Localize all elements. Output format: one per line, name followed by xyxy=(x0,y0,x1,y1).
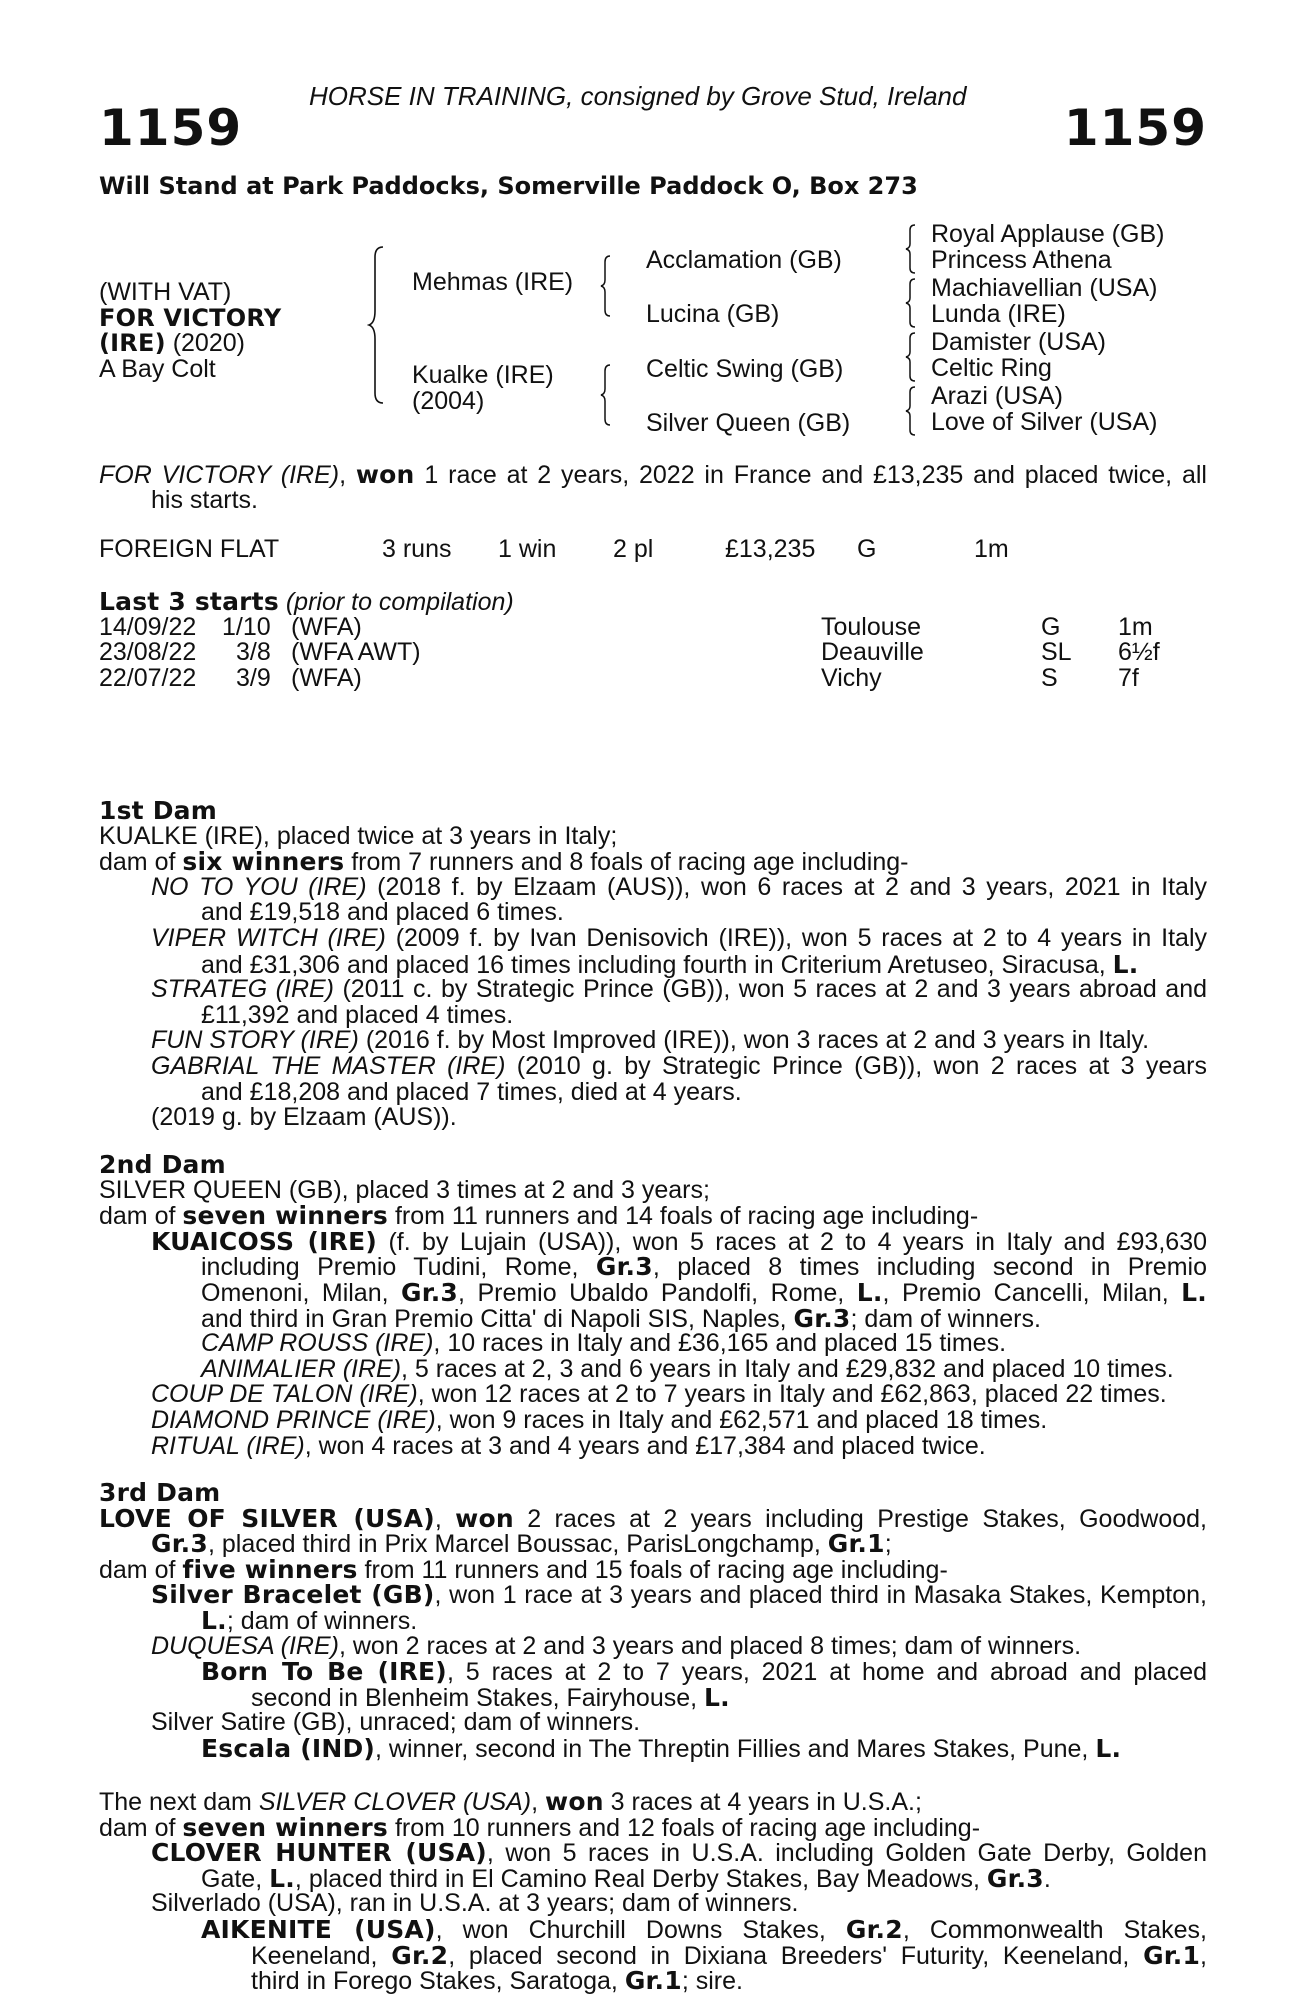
brace-2 xyxy=(904,277,918,329)
dam-dam: Silver Queen (GB) xyxy=(646,409,851,437)
brace-3 xyxy=(904,331,918,383)
first-dam-title: 1st Dam xyxy=(99,796,218,825)
record-placed: 2 pl xyxy=(613,535,654,563)
ggs-2: Machiavellian (USA) xyxy=(931,274,1158,302)
dam: Kualke (IRE) xyxy=(412,361,554,389)
racing-record xyxy=(99,537,1207,563)
sire-dam: Lucina (GB) xyxy=(646,300,780,328)
dam-brace xyxy=(599,363,613,427)
ggd-2: Lunda (IRE) xyxy=(931,300,1066,328)
record-wins: 1 win xyxy=(498,535,557,563)
start-row: 23/08/22 3/8 (WFA AWT) Deauville SL 6½f xyxy=(99,638,1160,667)
horse-description: A Bay Colt xyxy=(99,355,216,383)
record-going: G xyxy=(857,535,877,563)
next-dam-section: The next dam SILVER CLOVER (USA), won 3 races at 4 years in U.S.A.; dam of seven winners from 10 runners and 12 foals of racing age including- CLOVER HUNTER (USA), won 5 races in U.S.A. including Golden Gate Derby, Golden Gate, L., placed third in El Camino Real Derby Stakes, Bay Meadows, Gr.3. Silverlado (USA), ran in U.S.A. at 3 years; dam of winners. AIKENITE (USA), won Churchill Downs Stakes, Gr.2, Commonwealth Stakes, Keeneland, Gr.2, placed second in Dixiana Breeders' Futurity, Keeneland, Gr.1, third in Forego Stakes, Saratoga, Gr.1; sire. xyxy=(99,1787,1207,1996)
second-dam-title: 2nd Dam xyxy=(99,1150,226,1179)
sire: Mehmas (IRE) xyxy=(412,268,574,296)
record-runs: 3 runs xyxy=(382,535,452,563)
ggd-1: Princess Athena xyxy=(931,246,1112,274)
brace-4 xyxy=(904,385,918,437)
lot-number-right: 1159 xyxy=(1063,99,1207,157)
sire-brace xyxy=(599,254,613,318)
brace-1 xyxy=(904,223,918,275)
last-starts-title: Last 3 starts (prior to compilation) xyxy=(99,587,514,616)
record-distance: 1m xyxy=(974,535,1009,563)
horse-country-year: (IRE) (2020) xyxy=(99,329,245,357)
dam-sire: Celtic Swing (GB) xyxy=(646,355,844,383)
race-summary: FOR VICTORY (IRE), won 1 race at 2 years, 2022 in France and £13,235 and placed twice, all his starts. xyxy=(99,460,1207,514)
record-earnings: £13,235 xyxy=(725,535,816,563)
vat-note: (WITH VAT) xyxy=(99,278,232,306)
ggs-1: Royal Applause (GB) xyxy=(931,220,1165,248)
horse-name: FOR VICTORY xyxy=(99,304,282,332)
record-label: FOREIGN FLAT xyxy=(99,535,280,563)
start-row: 14/09/22 1/10 (WFA) Toulouse G 1m xyxy=(99,612,1153,641)
third-dam-section: 3rd Dam LOVE OF SILVER (USA), won 2 races at 2 years including Prestige Stakes, Goodwood, Gr.3, placed third in Prix Marcel Boussac, ParisLongchamp, Gr.1; dam of five winners from 11 runners and 15 foals of racing age including- Silver Bracelet (GB), won 1 race at 3 years and placed third in Masaka Stakes, Kempton, L.; dam of winners. DUQUESA (IRE), won 2 races at 2 and 3 years and placed 8 times; dam of winners. Born To Be (IRE), 5 races at 2 to 7 years, 2021 at home and abroad and placed second in Blenheim Stakes, Fairyhouse, L. Silver Satire (GB), unraced; dam of winners. Escala (IND), winner, second in The Threptin Fillies and Mares Stakes, Pune, L. xyxy=(99,1478,1208,1763)
second-dam-section: 2nd Dam SILVER QUEEN (GB), placed 3 times at 2 and 3 years; dam of seven winners from 11 runners and 14 foals of racing age including- KUAICOSS (IRE) (f. by Lujain (USA)), won 5 races at 2 to 4 years in Italy and £93,630 including Premio Tudini, Rome, Gr.3, placed 8 times including second in Premio Omenoni, Milan, Gr.3, Premio Ubaldo Pandolfi, Rome, L., Premio Cancelli, Milan, L. and third in Gran Premio Citta' di Napoli SIS, Naples, Gr.3; dam of winners. CAMP ROUSS (IRE), 10 races in Italy and £36,165 and placed 15 times. ANIMALIER (IRE), 5 races at 2, 3 and 6 years in Italy and £29,832 and placed 10 times. COUP DE TALON (IRE), won 12 races at 2 to 7 years in Italy and £62,863, placed 22 times. DIAMOND PRINCE (IRE), won 9 races in Italy and £62,571 and placed 18 times. RITUAL (IRE), won 4 races at 3 and 4 years and £17,384 and placed twice. xyxy=(99,1150,1207,1460)
consignment-header: HORSE IN TRAINING, consigned by Grove Stud, Ireland xyxy=(309,81,967,111)
ggd-3: Celtic Ring xyxy=(931,354,1052,382)
stand-location: Will Stand at Park Paddocks, Somerville Paddock O, Box 273 xyxy=(99,172,918,200)
ggs-4: Arazi (USA) xyxy=(931,382,1063,410)
dam-year: (2004) xyxy=(412,387,485,415)
pedigree-brace xyxy=(367,245,387,405)
ggs-3: Damister (USA) xyxy=(931,328,1107,356)
first-dam-section: 1st Dam KUALKE (IRE), placed twice at 3 years in Italy; dam of six winners from 7 runners and 8 foals of racing age including- NO TO YOU (IRE) (2018 f. by Elzaam (AUS)), won 6 races at 2 and 3 years, 2021 in Italy and £19,518 and placed 6 times. VIPER WITCH (IRE) (2009 f. by Ivan Denisovich (IRE)), won 5 races at 2 to 4 years in Italy and £31,306 and placed 16 times including fourth in Criterium Aretuseo, Siracusa, L. STRATEG (IRE) (2011 c. by Strategic Prince (GB)), won 5 races at 2 and 3 years abroad and £11,392 and placed 4 times. FUN STORY (IRE) (2016 f. by Most Improved (IRE)), won 3 races at 2 and 3 years in Italy. GABRIAL THE MASTER (IRE) (2010 g. by Strategic Prince (GB)), won 2 races at 3 years and £18,208 and placed 7 times, died at 4 years. (2019 g. by Elzaam (AUS)). xyxy=(99,796,1208,1132)
sire-sire: Acclamation (GB) xyxy=(646,246,842,274)
ggd-4: Love of Silver (USA) xyxy=(931,408,1158,436)
last-starts xyxy=(99,589,1207,691)
start-row: 22/07/22 3/9 (WFA) Vichy S 7f xyxy=(99,663,1139,692)
third-dam-title: 3rd Dam xyxy=(99,1478,221,1507)
lot-number-left: 1159 xyxy=(99,99,243,157)
pedigree-chart xyxy=(99,200,1207,437)
